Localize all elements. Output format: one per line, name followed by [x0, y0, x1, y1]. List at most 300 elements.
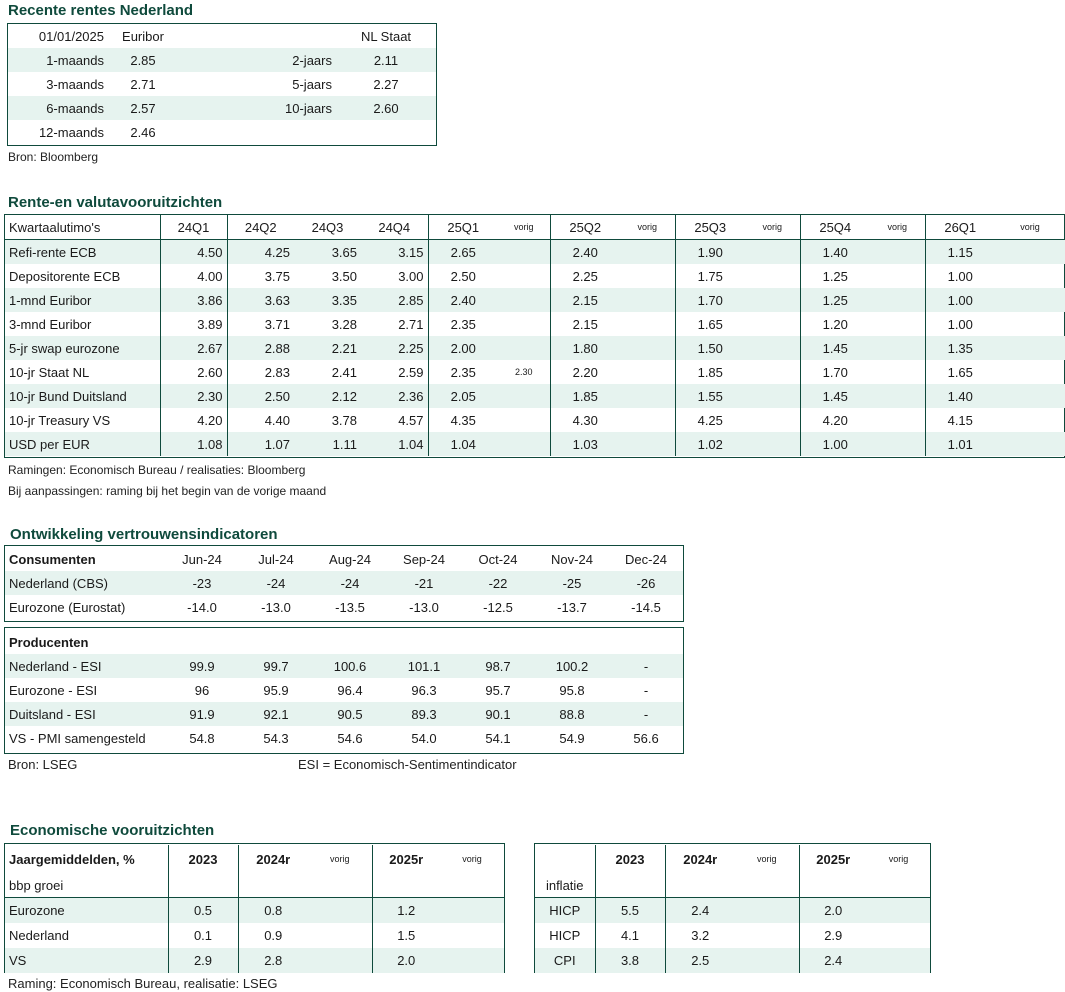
recent-nl-label: 2-jaars	[178, 48, 336, 72]
inflation-row	[535, 948, 930, 973]
forecast-value: 2.88	[227, 336, 294, 360]
forecast-value	[870, 408, 925, 432]
inflation-sub-label: inflatie	[535, 873, 595, 898]
forecast-value: 4.30	[550, 408, 620, 432]
inflation-value	[735, 923, 799, 948]
forecast-row	[5, 240, 1065, 265]
forecast-value	[620, 384, 675, 408]
gdp-row	[5, 948, 504, 973]
gdp-value	[440, 898, 504, 924]
forecast-row	[5, 432, 1065, 456]
forecast-value: 1.70	[800, 360, 870, 384]
forecast-row-label: 3-mnd Euribor	[9, 316, 92, 332]
inflation-row	[535, 898, 930, 924]
recent-col-nl: NL Staat	[360, 28, 412, 44]
consumer-value: -22	[461, 571, 535, 595]
inflation-value: 2.4	[799, 948, 867, 973]
recent-rate-row	[8, 96, 436, 120]
consumer-value: -26	[609, 571, 683, 595]
forecast-value: 3.65	[294, 240, 361, 265]
consumer-header-row	[5, 547, 683, 571]
forecast-value	[995, 336, 1065, 360]
forecast-row-label: USD per EUR	[5, 432, 160, 456]
recent-euribor-label: 12-maands	[38, 124, 104, 140]
forecast-value: 4.57	[398, 412, 424, 428]
forecast-value: 4.00	[160, 264, 227, 288]
consumer-value: -13.0	[409, 599, 439, 615]
forecast-value: 2.83	[227, 360, 294, 384]
forecast-value: 3.15	[361, 240, 428, 265]
inflation-value	[867, 948, 930, 973]
producer-table	[5, 630, 683, 750]
forecast-header-period: 26Q1	[925, 215, 995, 240]
forecast-value	[498, 408, 550, 432]
forecast-row-label: Depositorente ECB	[9, 268, 121, 284]
producer-value: 54.0	[411, 730, 437, 746]
producer-value: 91.9	[165, 702, 239, 726]
inflation-header-label	[535, 845, 595, 873]
producer-value: 92.1	[239, 702, 313, 726]
consumer-value: -13.5	[335, 599, 365, 615]
forecast-value	[620, 288, 675, 312]
gdp-row-label: VS	[5, 948, 168, 973]
forecast-value: 1.55	[675, 384, 745, 408]
forecast-value: 4.35	[428, 408, 498, 432]
forecast-value	[745, 312, 800, 336]
forecast-value: 4.20	[800, 408, 870, 432]
forecast-value	[498, 240, 550, 265]
forecast-value	[870, 288, 925, 312]
forecast-value	[995, 240, 1065, 265]
inflation-table	[535, 845, 930, 973]
forecast-value	[620, 312, 675, 336]
forecast-value: 4.40	[227, 408, 294, 432]
producer-value: 96.4	[337, 682, 363, 698]
forecast-value	[745, 384, 800, 408]
forecast-value	[620, 408, 675, 432]
consumer-month: Sep-24	[403, 551, 445, 567]
forecast-value: 4.25	[227, 240, 294, 265]
forecast-value	[870, 240, 925, 265]
forecast-value	[745, 432, 800, 456]
producer-value: 89.3	[387, 702, 461, 726]
gdp-header-year: 2025r	[372, 845, 440, 873]
forecast-value: 2.50	[428, 264, 498, 288]
forecast-value	[995, 360, 1065, 384]
forecast-value: 2.35	[428, 312, 498, 336]
esi-note: ESI = Economisch-Sentimentindicator	[298, 757, 517, 772]
gdp-sub-row	[5, 873, 504, 898]
consumer-month: Dec-24	[625, 551, 667, 567]
forecast-value: 2.59	[398, 364, 424, 380]
forecast-value: 1.00	[925, 288, 995, 312]
inflation-sub-empty	[799, 873, 867, 898]
gdp-header-year: vorig	[329, 854, 350, 864]
gdp-value	[308, 898, 372, 924]
producer-value: 100.2	[535, 654, 609, 678]
forecast-value: 2.36	[361, 384, 428, 408]
consumer-value: -21	[387, 571, 461, 595]
forecast-title: Rente-en valutavooruitzichten	[8, 194, 223, 211]
forecast-header-period: 25Q3	[675, 215, 745, 240]
consumer-row	[5, 595, 683, 619]
producer-value: 54.3	[263, 730, 289, 746]
consumer-month: Oct-24	[478, 551, 518, 567]
consumer-value: -13.7	[557, 599, 587, 615]
forecast-value: 2.30	[514, 367, 533, 377]
forecast-value: 1.35	[925, 336, 995, 360]
producer-value: -	[609, 654, 683, 678]
producer-value: 88.8	[535, 702, 609, 726]
consumer-row	[5, 571, 683, 595]
inflation-value: 2.9	[799, 923, 867, 948]
consumer-header: Consumenten	[9, 551, 96, 567]
consumer-row-label: Eurozone (Eurostat)	[9, 599, 126, 615]
forecast-value: 3.75	[227, 264, 294, 288]
forecast-value: 1.25	[800, 288, 870, 312]
producer-value: 100.6	[313, 654, 387, 678]
forecast-value: 1.02	[675, 432, 745, 456]
gdp-table	[5, 845, 504, 973]
forecast-value: 4.20	[160, 408, 227, 432]
gdp-value: 2.0	[372, 948, 440, 973]
inflation-sub-empty	[665, 873, 735, 898]
forecast-value	[498, 384, 550, 408]
forecast-value: 2.50	[227, 384, 294, 408]
forecast-header-period: 25Q4	[800, 215, 870, 240]
forecast-value: 1.45	[800, 336, 870, 360]
forecast-value: 2.25	[361, 336, 428, 360]
gdp-value: 0.9	[238, 923, 308, 948]
forecast-value: 2.15	[550, 288, 620, 312]
consumer-value: -24	[239, 571, 313, 595]
consumer-value: -25	[535, 571, 609, 595]
forecast-value	[745, 288, 800, 312]
consumer-month: Jul-24	[258, 551, 294, 567]
producer-row	[5, 702, 683, 726]
forecast-value: 1.00	[800, 432, 870, 456]
forecast-value	[498, 336, 550, 360]
inflation-value: 3.8	[595, 948, 665, 973]
forecast-value	[870, 312, 925, 336]
recent-rates-title: Recente rentes Nederland	[8, 2, 194, 19]
inflation-value: 4.1	[595, 923, 665, 948]
gdp-value	[440, 923, 504, 948]
forecast-row	[5, 264, 1065, 288]
forecast-value: 2.40	[428, 288, 498, 312]
consumer-value: -13.0	[261, 599, 291, 615]
producer-value: 90.1	[461, 702, 535, 726]
forecast-value: 1.00	[925, 264, 995, 288]
producer-value: 98.7	[461, 654, 535, 678]
forecast-value: 1.25	[800, 264, 870, 288]
producer-value: 54.8	[189, 730, 215, 746]
forecast-value: 1.03	[550, 432, 620, 456]
producer-value: 90.5	[313, 702, 387, 726]
forecast-value	[498, 312, 550, 336]
forecast-value: 2.20	[550, 360, 620, 384]
forecast-header-period: 24Q2	[227, 215, 294, 240]
producer-row	[5, 678, 683, 702]
gdp-header-year: vorig	[462, 854, 482, 864]
consumer-row-label: Nederland (CBS)	[5, 571, 165, 595]
forecast-value: 1.08	[160, 432, 227, 456]
recent-nl-label: 10-jaars	[178, 96, 336, 120]
forecast-value	[498, 264, 550, 288]
forecast-value	[620, 432, 675, 456]
producer-value: 95.8	[559, 682, 585, 698]
forecast-header-period: 25Q2	[550, 215, 620, 240]
forecast-value	[870, 336, 925, 360]
forecast-value	[995, 312, 1065, 336]
forecast-value: 2.35	[428, 360, 498, 384]
recent-nl-value: 2.27	[373, 76, 399, 92]
consumer-value: -14.5	[631, 599, 661, 615]
gdp-header-year: 2024r	[238, 845, 308, 873]
forecast-value	[620, 240, 675, 265]
forecast-value: 1.04	[361, 432, 428, 456]
forecast-row	[5, 312, 1065, 336]
producer-value: -	[643, 682, 649, 698]
recent-rate-row	[8, 48, 436, 72]
gdp-value	[308, 948, 372, 973]
forecast-row	[5, 408, 1065, 432]
forecast-row	[5, 384, 1065, 408]
recent-source: Bron: Bloomberg	[8, 150, 99, 164]
inflation-value: 2.4	[665, 898, 735, 924]
gdp-value: 1.5	[372, 923, 440, 948]
producer-row-label: Nederland - ESI	[5, 654, 165, 678]
forecast-value: 1.80	[550, 336, 620, 360]
producer-value: 95.7	[485, 682, 511, 698]
inflation-value: 2.5	[665, 948, 735, 973]
inflation-value	[867, 898, 930, 924]
forecast-value: 3.28	[331, 316, 357, 332]
inflation-sub-empty	[595, 873, 665, 898]
forecast-value: 2.60	[160, 360, 227, 384]
forecast-value: 1.00	[925, 312, 995, 336]
recent-col-euribor: Euribor	[122, 28, 164, 44]
gdp-value: 1.2	[372, 898, 440, 924]
gdp-value	[440, 948, 504, 973]
producer-row-label: Eurozone - ESI	[9, 682, 98, 698]
gdp-header-year: 2023	[168, 845, 238, 873]
forecast-value: 2.21	[294, 336, 361, 360]
recent-euribor-value: 2.46	[130, 124, 156, 140]
producer-value: -	[609, 702, 683, 726]
gdp-row-label: Nederland	[9, 928, 69, 943]
producer-value: 54.1	[485, 730, 511, 746]
recent-nl-value: 2.11	[336, 48, 436, 72]
gdp-header-row	[5, 845, 504, 873]
forecast-row-label: 10-jr Bund Duitsland	[5, 384, 160, 408]
forecast-header-period: vorig	[620, 215, 675, 240]
recent-rates-table	[8, 24, 436, 144]
recent-euribor-label: 3-maands	[46, 76, 104, 92]
producer-value: 101.1	[387, 654, 461, 678]
gdp-value: 2.8	[238, 948, 308, 973]
forecast-value: 1.45	[800, 384, 870, 408]
forecast-value	[995, 264, 1065, 288]
recent-rate-row	[8, 72, 436, 96]
consumer-value: -12.5	[483, 599, 513, 615]
producer-value: 56.6	[633, 730, 659, 746]
forecast-value: 2.25	[550, 264, 620, 288]
forecast-value: 1.07	[227, 432, 294, 456]
forecast-header-row	[5, 215, 1065, 240]
forecast-value: 1.40	[800, 240, 870, 265]
forecast-value: 1.65	[925, 360, 995, 384]
forecast-value	[995, 384, 1065, 408]
producer-value: 96	[194, 682, 210, 698]
forecast-value	[870, 384, 925, 408]
inflation-value: 2.0	[799, 898, 867, 924]
forecast-value: 2.15	[550, 312, 620, 336]
forecast-value	[620, 264, 675, 288]
forecast-value: 2.71	[398, 316, 424, 332]
forecast-value: 3.35	[294, 288, 361, 312]
inflation-header-year: vorig	[888, 854, 909, 864]
forecast-value: 3.63	[227, 288, 294, 312]
forecast-value: 2.67	[160, 336, 227, 360]
recent-euribor-value: 2.85	[108, 48, 178, 72]
forecast-value	[745, 240, 800, 265]
forecast-value: 2.00	[428, 336, 498, 360]
forecast-value: 1.90	[675, 240, 745, 265]
forecast-value: 1.20	[800, 312, 870, 336]
gdp-value: 0.8	[238, 898, 308, 924]
forecast-note-1: Ramingen: Economisch Bureau / realisaties: Bloomberg	[8, 463, 306, 477]
forecast-row	[5, 360, 1065, 384]
forecast-value: 4.50	[160, 240, 227, 265]
forecast-value	[745, 408, 800, 432]
forecast-note-2: Bij aanpassingen: raming bij het begin van de vorige maand	[8, 484, 327, 498]
economic-source: Raming: Economisch Bureau, realisatie: LSEG	[8, 976, 278, 991]
economic-title: Economische vooruitzichten	[10, 822, 215, 839]
forecast-row-label: 1-mnd Euribor	[5, 288, 160, 312]
inflation-header-year: 2024r	[665, 845, 735, 873]
forecast-value: 3.00	[398, 268, 424, 284]
forecast-value	[745, 360, 800, 384]
forecast-value: 1.11	[294, 432, 361, 456]
producer-value: 96.3	[411, 682, 437, 698]
inflation-value	[867, 923, 930, 948]
inflation-row-label: HICP	[535, 898, 595, 924]
forecast-row	[5, 336, 1065, 360]
forecast-value: 3.89	[160, 312, 227, 336]
producer-value: 54.9	[559, 730, 585, 746]
forecast-value: 3.71	[227, 312, 294, 336]
inflation-value: 5.5	[595, 898, 665, 924]
forecast-value: 1.85	[675, 360, 745, 384]
recent-euribor-value: 2.71	[130, 76, 156, 92]
producer-value: 54.6	[337, 730, 363, 746]
forecast-value: 4.15	[925, 408, 995, 432]
forecast-header-period: vorig	[995, 215, 1065, 240]
forecast-value	[995, 288, 1065, 312]
forecast-value: 2.30	[160, 384, 227, 408]
gdp-value: 2.9	[168, 948, 238, 973]
inflation-header-year: vorig	[756, 854, 777, 864]
producer-header: Producenten	[9, 634, 89, 650]
gdp-sub-empty	[168, 873, 238, 898]
inflation-row	[535, 923, 930, 948]
forecast-value: 4.25	[675, 408, 745, 432]
inflation-value	[735, 948, 799, 973]
producer-header-row	[5, 630, 683, 654]
forecast-value: 2.05	[428, 384, 498, 408]
producer-value: 99.7	[239, 654, 313, 678]
forecast-row-label: 10-jr Treasury VS	[9, 412, 111, 428]
forecast-header-label: Kwartaalutimo's	[5, 215, 160, 240]
inflation-value	[735, 898, 799, 924]
inflation-header-year: 2023	[595, 845, 665, 873]
inflation-value: 3.2	[665, 923, 735, 948]
gdp-row-label: Eurozone	[5, 898, 168, 924]
forecast-value	[870, 264, 925, 288]
gdp-sub-empty	[238, 873, 308, 898]
forecast-row-label: 10-jr Staat NL	[9, 364, 90, 380]
gdp-value: 0.5	[168, 898, 238, 924]
recent-nl-value: 2.60	[336, 96, 436, 120]
consumer-month: Nov-24	[551, 551, 593, 567]
forecast-value: 3.86	[160, 288, 227, 312]
forecast-header-period: 25Q1	[428, 215, 498, 240]
forecast-value: 3.78	[331, 412, 357, 428]
forecast-value: 2.41	[331, 364, 357, 380]
forecast-value	[745, 336, 800, 360]
consumer-value: -14.0	[187, 599, 217, 615]
forecast-value: 1.04	[428, 432, 498, 456]
forecast-header-period: vorig	[870, 215, 925, 240]
forecast-value: 2.85	[361, 288, 428, 312]
forecast-value: 1.01	[925, 432, 995, 456]
producer-row	[5, 654, 683, 678]
forecast-value	[870, 432, 925, 456]
forecast-value: 1.50	[675, 336, 745, 360]
consumer-month: Aug-24	[329, 551, 371, 567]
forecast-value	[498, 288, 550, 312]
gdp-sub-empty	[308, 873, 372, 898]
producer-value: 99.9	[165, 654, 239, 678]
forecast-value	[620, 360, 675, 384]
recent-euribor-value: 2.57	[108, 96, 178, 120]
forecast-value: 2.40	[550, 240, 620, 265]
forecast-value: 3.50	[331, 268, 357, 284]
forecast-header-period: 24Q4	[361, 215, 428, 240]
inflation-header-year: 2025r	[799, 845, 867, 873]
forecast-header-period: 24Q1	[160, 215, 227, 240]
recent-nl-label	[178, 120, 336, 144]
inflation-header-row	[535, 845, 930, 873]
recent-euribor-label: 1-maands	[8, 48, 108, 72]
forecast-value	[498, 432, 550, 456]
forecast-value	[995, 408, 1065, 432]
forecast-value	[745, 264, 800, 288]
inflation-row-label: CPI	[535, 948, 595, 973]
producer-row	[5, 726, 683, 750]
forecast-value	[995, 432, 1065, 456]
forecast-value: 2.12	[294, 384, 361, 408]
forecast-value: 1.85	[550, 384, 620, 408]
gdp-sub-label: bbp groei	[5, 873, 168, 898]
inflation-sub-empty	[867, 873, 930, 898]
gdp-row	[5, 923, 504, 948]
inflation-sub-empty	[735, 873, 799, 898]
forecast-value	[620, 336, 675, 360]
forecast-table	[5, 215, 1065, 456]
recent-rate-row	[8, 120, 436, 144]
